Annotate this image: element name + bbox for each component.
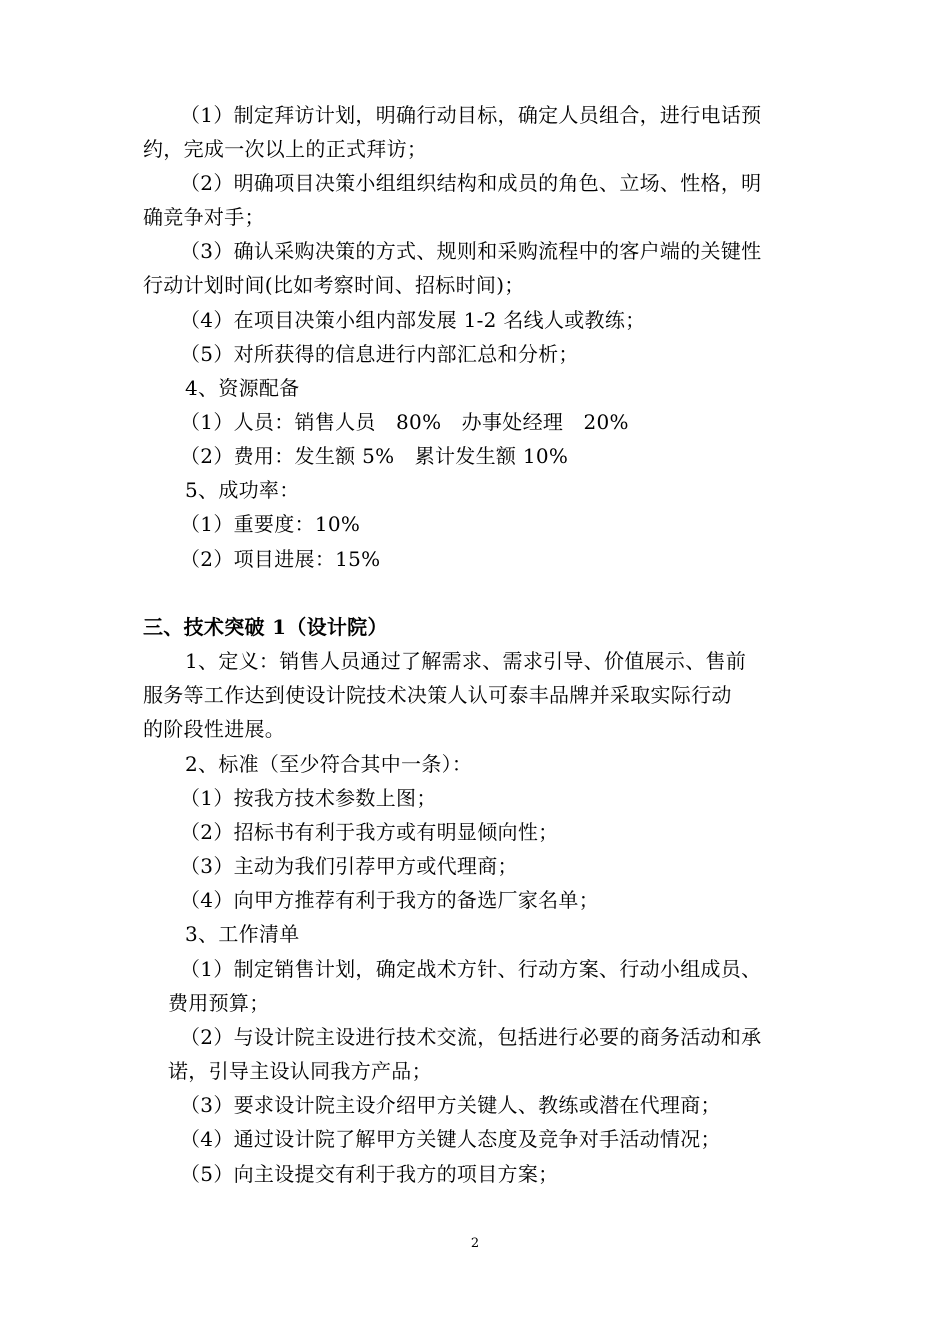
body-line: （2）明确项目决策小组组织结构和成员的角色、立场、性格，明 [180,171,762,195]
body-line: （2）与设计院主设进行技术交流，包括进行必要的商务活动和承 [180,1025,762,1049]
body-line: 费用预算； [168,991,270,1015]
body-line: （1）按我方技术参数上图； [180,786,437,810]
section-subheading: 3、工作清单 [185,922,300,946]
section-subheading: 5、成功率： [185,478,300,502]
body-line: 行动计划时间(比如考察时间、招标时间)； [143,273,525,297]
body-line: （1）重要度：10% [180,512,361,536]
body-line: （2）费用：发生额 5% 累计发生额 10% [180,444,569,468]
body-line: （2）项目进展：15% [180,547,381,571]
body-line: （3）确认采购决策的方式、规则和采购流程中的客户端的关键性 [180,239,762,263]
body-line: （4）向甲方推荐有利于我方的备选厂家名单； [180,888,600,912]
section-subheading: 4、资源配备 [185,376,300,400]
page-number: 2 [470,1236,480,1251]
body-line: 诺，引导主设认同我方产品； [168,1059,432,1083]
body-line: （3）主动为我们引荐甲方或代理商； [180,854,518,878]
section-heading: 三、技术突破 1（设计院） [143,615,388,639]
body-line: （4）在项目决策小组内部发展 1-2 名线人或教练； [180,308,646,332]
body-line: （3）要求设计院主设介绍甲方关键人、教练或潜在代理商； [180,1093,721,1117]
body-line: 服务等工作达到使设计院技术决策人认可泰丰品牌并采取实际行动 [143,683,732,707]
body-line: （1）人员：销售人员 80% 办事处经理 20% [180,410,629,434]
body-line: （1）制定销售计划，确定战术方针、行动方案、行动小组成员、 [180,957,762,981]
body-line: 确竞争对手； [143,205,265,229]
body-line: （4）通过设计院了解甲方关键人态度及竞争对手活动情况； [180,1127,721,1151]
body-line: 约，完成一次以上的正式拜访； [143,137,428,161]
body-line: （5）对所获得的信息进行内部汇总和分析； [180,342,579,366]
body-line: 1、定义：销售人员通过了解需求、需求引导、价值展示、售前 [185,649,747,673]
body-line: （2）招标书有利于我方或有明显倾向性； [180,820,559,844]
body-line: 的阶段性进展。 [143,717,286,741]
section-subheading: 2、标准（至少符合其中一条）： [185,752,473,776]
body-line: （5）向主设提交有利于我方的项目方案； [180,1162,559,1186]
body-line: （1）制定拜访计划，明确行动目标，确定人员组合，进行电话预 [180,103,762,127]
